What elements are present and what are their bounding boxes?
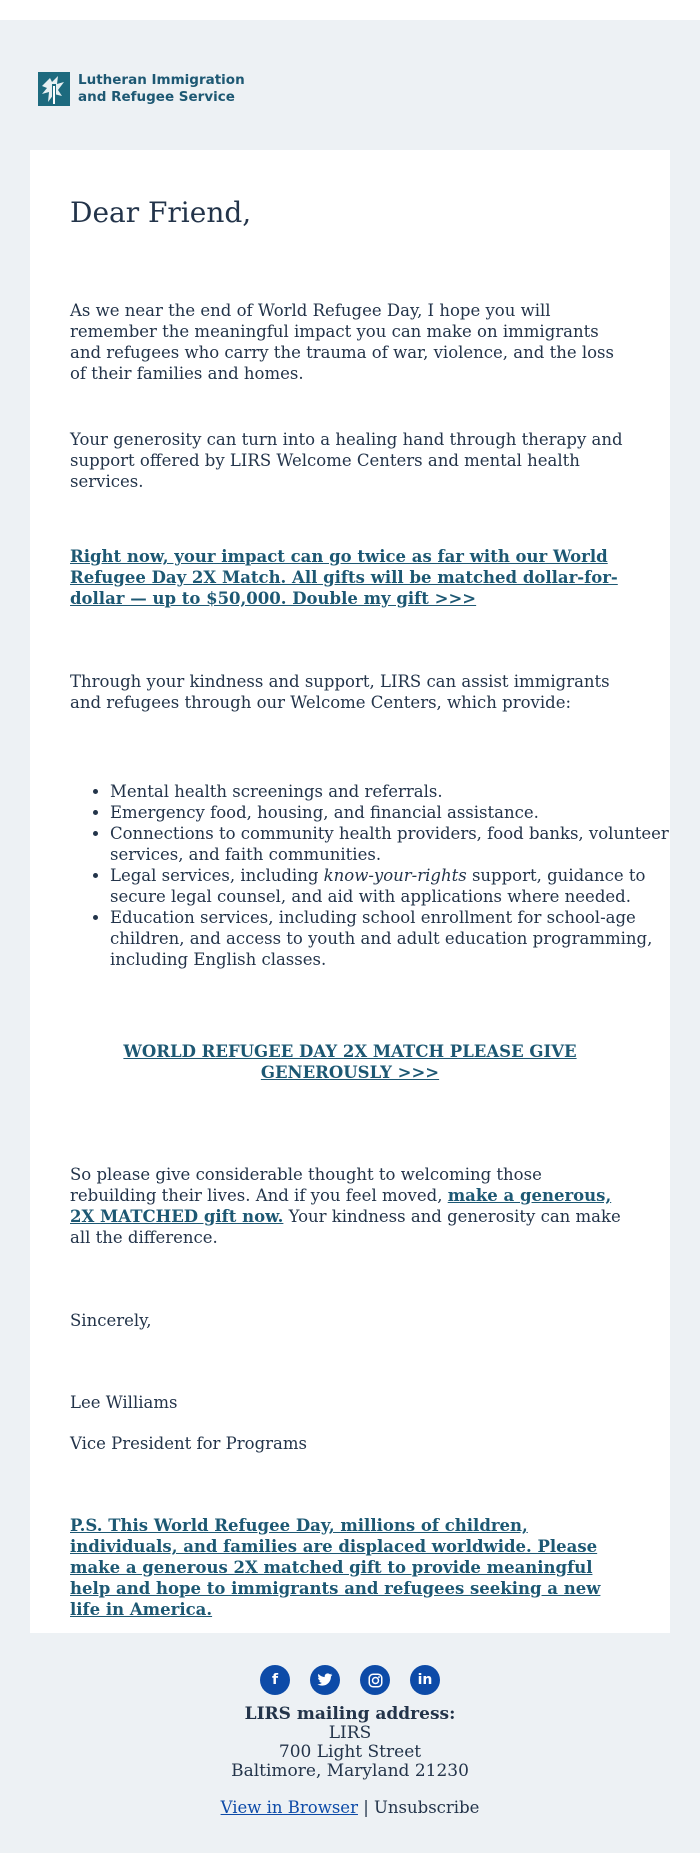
list-item	[110, 802, 670, 823]
closing-text-before: So please give considerable thought to welcoming those rebuilding their lives. And if you feel moved,	[70, 1165, 542, 1205]
give-generously-link[interactable]: WORLD REFUGEE DAY 2X MATCH PLEASE GIVE GENEROUSLY >>>	[123, 1042, 577, 1082]
sign-off: Sincerely,	[70, 1311, 152, 1330]
services-list	[70, 781, 670, 970]
closing-text-after: Your kindness and generosity can make all the difference.	[70, 1207, 621, 1247]
greeting: Dear Friend,	[70, 196, 252, 229]
paragraph-intro: As we near the end of World Refugee Day, I hope you will remember the meaningful impact you can make on immigrants and refugees who carry the trauma of war, violence, and the loss of their families and homes.	[70, 301, 614, 383]
list-item-text: Connections to community health providers, food banks, volunteer services, and faith communities.	[110, 824, 669, 864]
list-item-text: Education services, including school enrollment for school-age children, and access to youth and adult education programming, including English classes.	[110, 908, 653, 969]
twitter-glyph	[317, 1673, 333, 1687]
email-background	[0, 20, 700, 1853]
double-my-gift-link[interactable]: Right now, your impact can go twice as far with our World Refugee Day 2X Match. All gifts will be matched dollar-for-dollar — up to $50,000. Double my gift >>>	[70, 547, 618, 608]
matched-gift-link[interactable]: make a generous, 2X MATCHED gift now.	[70, 1186, 612, 1226]
view-in-browser-link[interactable]: View in Browser	[220, 1798, 358, 1817]
linkedin-letters: in	[417, 1672, 433, 1688]
lirs-logo-icon	[38, 72, 70, 106]
twitter-icon[interactable]	[310, 1665, 340, 1695]
address-street: 700 Light Street	[278, 1742, 422, 1762]
letter-card	[30, 150, 670, 1633]
cta-paragraph	[70, 1041, 630, 1083]
list-item-text: Emergency food, housing, and financial assistance.	[110, 803, 539, 822]
list-item-text: support, guidance to secure legal counsel, and aid with applications where needed.	[110, 866, 646, 906]
signer-name: Lee Williams	[70, 1393, 178, 1412]
list-item	[110, 823, 670, 865]
linkedin-icon[interactable]	[410, 1665, 440, 1695]
address-city: Baltimore, Maryland 21230	[231, 1761, 469, 1781]
org-name	[78, 72, 245, 106]
social-links	[0, 1665, 700, 1695]
match-paragraph	[70, 546, 630, 609]
address-name: LIRS	[328, 1723, 372, 1743]
paragraph-generosity: Your generosity can turn into a healing hand through therapy and support offered by LIRS Welcome Centers and mental health services.	[70, 430, 623, 491]
postscript	[70, 1515, 630, 1620]
instagram-icon[interactable]	[360, 1665, 390, 1695]
email-footer	[0, 1665, 700, 1818]
footer-links	[0, 1798, 700, 1818]
facebook-icon[interactable]	[260, 1665, 290, 1695]
footer-separator: |	[363, 1798, 369, 1817]
signer-title: Vice President for Programs	[70, 1434, 307, 1453]
org-name-line2: and Refugee Service	[78, 89, 235, 105]
list-item	[110, 781, 670, 802]
list-item	[110, 907, 670, 970]
instagram-glyph	[368, 1673, 383, 1688]
list-item-text: Mental health screenings and referrals.	[110, 782, 443, 801]
unsubscribe-link[interactable]: Unsubscribe	[374, 1798, 480, 1817]
facebook-letter: f	[271, 1672, 279, 1688]
list-item-emphasis: know-your-rights	[323, 866, 467, 885]
paragraph-welcome-centers: Through your kindness and support, LIRS can assist immigrants and refugees through our Welcome Centers, which provide:	[70, 672, 610, 712]
ps-gift-link[interactable]: P.S. This World Refugee Day, millions of children, individuals, and families are displaced worldwide. Please make a generous 2X matched gift to provide meaningful help and hope to immigrants and refugees seeking a new life in America.	[70, 1516, 601, 1619]
list-item	[110, 865, 670, 907]
lirs-logo[interactable]	[38, 71, 245, 107]
paragraph-closing	[70, 1164, 630, 1248]
org-name-line1: Lutheran Immigration	[78, 72, 245, 88]
mailing-address-title: LIRS mailing address:	[244, 1704, 456, 1724]
list-item-text: Legal services, including	[110, 866, 324, 885]
